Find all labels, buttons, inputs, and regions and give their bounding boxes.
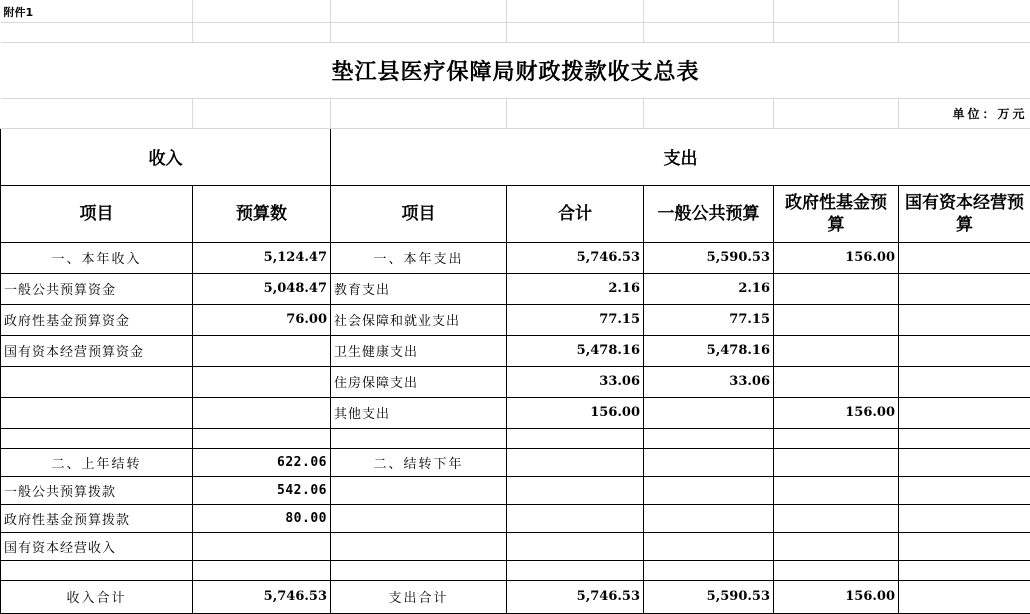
expense-general: 2.16: [644, 273, 774, 304]
expense-general: [644, 397, 774, 428]
table-row: [1, 504, 1030, 532]
income-header: 收入: [1, 128, 331, 185]
expense-fund: [774, 560, 899, 580]
income-value: [193, 397, 331, 428]
income-item: 国有资本经营收入: [1, 532, 193, 560]
expense-general-header: 一般公共预算: [644, 185, 774, 242]
expense-item: 住房保障支出: [331, 366, 507, 397]
income-value: 80.00: [193, 504, 331, 532]
income-item: 一般公共预算拨款: [1, 476, 193, 504]
expense-fund: [774, 273, 899, 304]
expense-state: [899, 242, 1030, 273]
expense-state: [899, 335, 1030, 366]
expense-item: [331, 428, 507, 448]
income-item: [1, 428, 193, 448]
unit-label: 单位：万元: [899, 98, 1030, 128]
expense-item-header: 项目: [331, 185, 507, 242]
expense-state: [899, 273, 1030, 304]
table-row: [1, 397, 1030, 428]
expense-total: [507, 448, 644, 476]
income-value: 5,124.47: [193, 242, 331, 273]
expense-general: [644, 532, 774, 560]
expense-total-label: 支出合计: [331, 580, 507, 613]
income-item: [1, 397, 193, 428]
expense-state: [899, 532, 1030, 560]
expense-state: [899, 366, 1030, 397]
income-item: 政府性基金预算拨款: [1, 504, 193, 532]
expense-general: [644, 504, 774, 532]
income-item-header: 项目: [1, 185, 193, 242]
table-row: [1, 242, 1030, 273]
expense-state: [899, 397, 1030, 428]
table-row: [1, 428, 1030, 448]
expense-total: [507, 532, 644, 560]
table-row: [1, 476, 1030, 504]
expense-fund: [774, 476, 899, 504]
income-value: [193, 366, 331, 397]
expense-fund-header: 政府性基金预算: [774, 185, 899, 242]
income-value: 76.00: [193, 304, 331, 335]
expense-total: 33.06: [507, 366, 644, 397]
expense-general: [644, 560, 774, 580]
table-row: [1, 304, 1030, 335]
expense-total: [507, 560, 644, 580]
expense-fund: [774, 428, 899, 448]
table-row: [1, 273, 1030, 304]
income-value: [193, 335, 331, 366]
income-item: 一、本年收入: [1, 242, 193, 273]
expense-general: 77.15: [644, 304, 774, 335]
income-item: 二、上年结转: [1, 448, 193, 476]
income-item: 国有资本经营预算资金: [1, 335, 193, 366]
income-value: [193, 428, 331, 448]
expense-header: 支出: [331, 128, 1030, 185]
expense-item: 其他支出: [331, 397, 507, 428]
expense-total: 5,746.53: [507, 580, 644, 613]
table-row: [1, 366, 1030, 397]
income-value: 622.06: [193, 448, 331, 476]
expense-fund: [774, 366, 899, 397]
page-title: 垫江县医疗保障局财政拨款收支总表: [1, 42, 1030, 98]
income-budget-header: 预算数: [193, 185, 331, 242]
income-value: 542.06: [193, 476, 331, 504]
expense-item: 卫生健康支出: [331, 335, 507, 366]
expense-total: [507, 476, 644, 504]
expense-fund: 156.00: [774, 397, 899, 428]
expense-fund: [774, 304, 899, 335]
expense-fund: 156.00: [774, 580, 899, 613]
income-item: [1, 560, 193, 580]
expense-general: 5,590.53: [644, 580, 774, 613]
expense-total: 5,746.53: [507, 242, 644, 273]
expense-fund: [774, 504, 899, 532]
expense-state: [899, 560, 1030, 580]
table-row: [1, 532, 1030, 560]
expense-fund: [774, 532, 899, 560]
expense-item: 社会保障和就业支出: [331, 304, 507, 335]
income-value: 5,746.53: [193, 580, 331, 613]
attachment-label: 附件1: [1, 0, 193, 22]
income-value: [193, 532, 331, 560]
expense-state: [899, 448, 1030, 476]
expense-state: [899, 504, 1030, 532]
expense-item: [331, 504, 507, 532]
expense-item: 一、本年支出: [331, 242, 507, 273]
expense-total: [507, 428, 644, 448]
expense-total: 5,478.16: [507, 335, 644, 366]
expense-general: 5,590.53: [644, 242, 774, 273]
expense-general: [644, 448, 774, 476]
expense-state: [899, 580, 1030, 613]
expense-state: [899, 304, 1030, 335]
expense-fund: [774, 335, 899, 366]
table-row: [1, 448, 1030, 476]
expense-fund: [774, 448, 899, 476]
expense-item: 二、结转下年: [331, 448, 507, 476]
income-item: [1, 366, 193, 397]
expense-total: 156.00: [507, 397, 644, 428]
expense-general: [644, 476, 774, 504]
income-total-label: 收入合计: [1, 580, 193, 613]
expense-general: [644, 428, 774, 448]
expense-item: 教育支出: [331, 273, 507, 304]
income-item: 政府性基金预算资金: [1, 304, 193, 335]
expense-state: [899, 428, 1030, 448]
income-value: [193, 560, 331, 580]
expense-total: 2.16: [507, 273, 644, 304]
expense-total-header: 合计: [507, 185, 644, 242]
expense-state: [899, 476, 1030, 504]
expense-item: [331, 560, 507, 580]
income-value: 5,048.47: [193, 273, 331, 304]
expense-item: [331, 532, 507, 560]
expense-general: 5,478.16: [644, 335, 774, 366]
expense-fund: 156.00: [774, 242, 899, 273]
expense-state-header: 国有资本经营预算: [899, 185, 1030, 242]
table-row: [1, 560, 1030, 580]
expense-item: [331, 476, 507, 504]
table-row: [1, 335, 1030, 366]
expense-total: 77.15: [507, 304, 644, 335]
table-row: [1, 580, 1030, 613]
income-item: 一般公共预算资金: [1, 273, 193, 304]
expense-general: 33.06: [644, 366, 774, 397]
expense-total: [507, 504, 644, 532]
